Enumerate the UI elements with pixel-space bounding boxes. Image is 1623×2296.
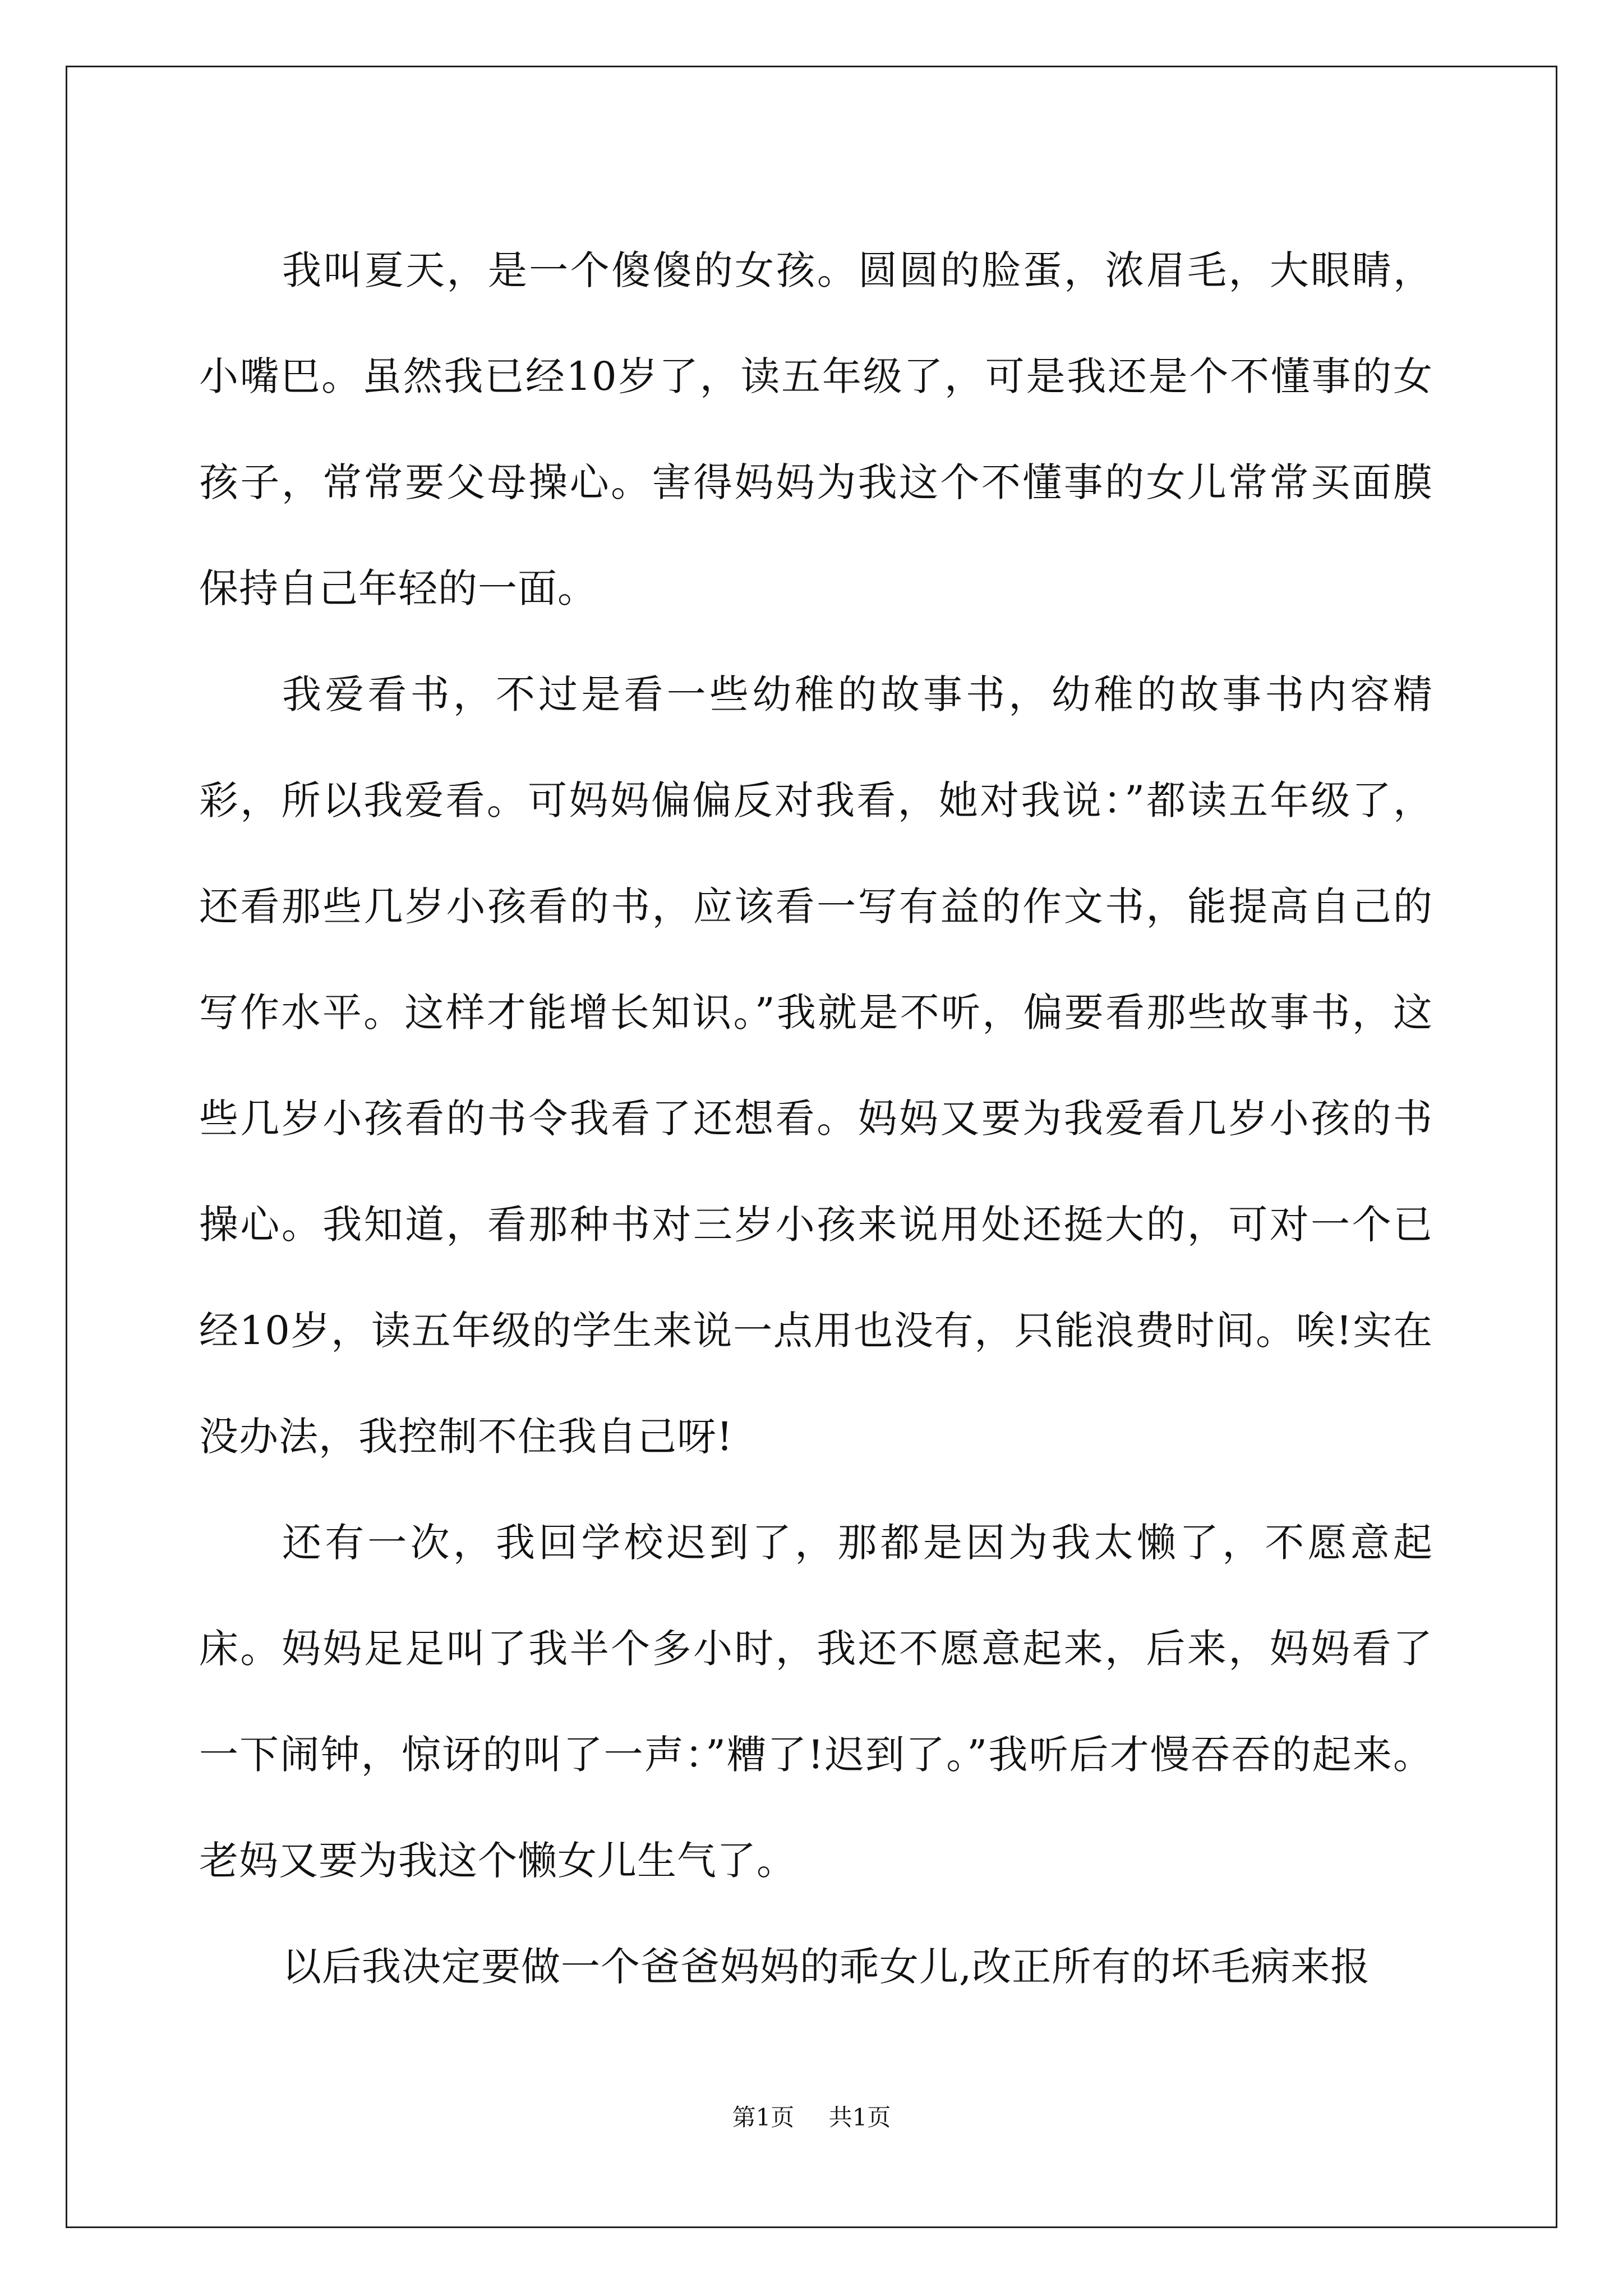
page-footer: [0, 2099, 1623, 2133]
paragraph-4: 以后我决定要做一个爸爸妈妈的乖女儿,改正所有的坏毛病来报: [282, 1944, 1371, 1990]
paragraph-2: 我爱看书，不过是看一些幼稚的故事书，幼稚的故事书内容精彩，所以我爱看。可妈妈偏偏反对我看，她对我说：”都读五年级了，还看那些几岁小孩看的书，应该看一写有益的作文书，能提高自己的写作水平。这样才能增长知识。”我就是不听，偏要看那些故事书，这些几岁小孩看的书令我看了还想看。妈妈又要为我爱看几岁小孩的书操心。我知道，看那种书对三岁小孩来说用处还挺大的，可对一个已经10岁，读五年级的学生来说一点用也没有，只能浪费时间。唉!实在没办法，我控制不住我自己呀!: [199, 671, 1433, 1460]
paragraph-3: 还有一次，我回学校迟到了，那都是因为我太懒了，不愿意起床。妈妈足足叫了我半个多小时，我还不愿意起来，后来，妈妈看了一下闹钟，惊讶的叫了一声：”糟了!迟到了。”我听后才慢吞吞的起来。老妈又要为我这个懒女儿生气了。: [199, 1520, 1433, 1884]
page-number-current: 第1页: [732, 2104, 795, 2131]
document-body: [199, 218, 1433, 2020]
paragraph-1: 我叫夏天，是一个傻傻的女孩。圆圆的脸蛋，浓眉毛，大眼睛，小嘴巴。虽然我已经10岁了，读五年级了，可是我还是个不懂事的女孩子，常常要父母操心。害得妈妈为我这个不懂事的女儿常常买面膜保持自己年轻的一面。: [199, 247, 1433, 611]
page-number-total: 共1页: [828, 2104, 891, 2131]
